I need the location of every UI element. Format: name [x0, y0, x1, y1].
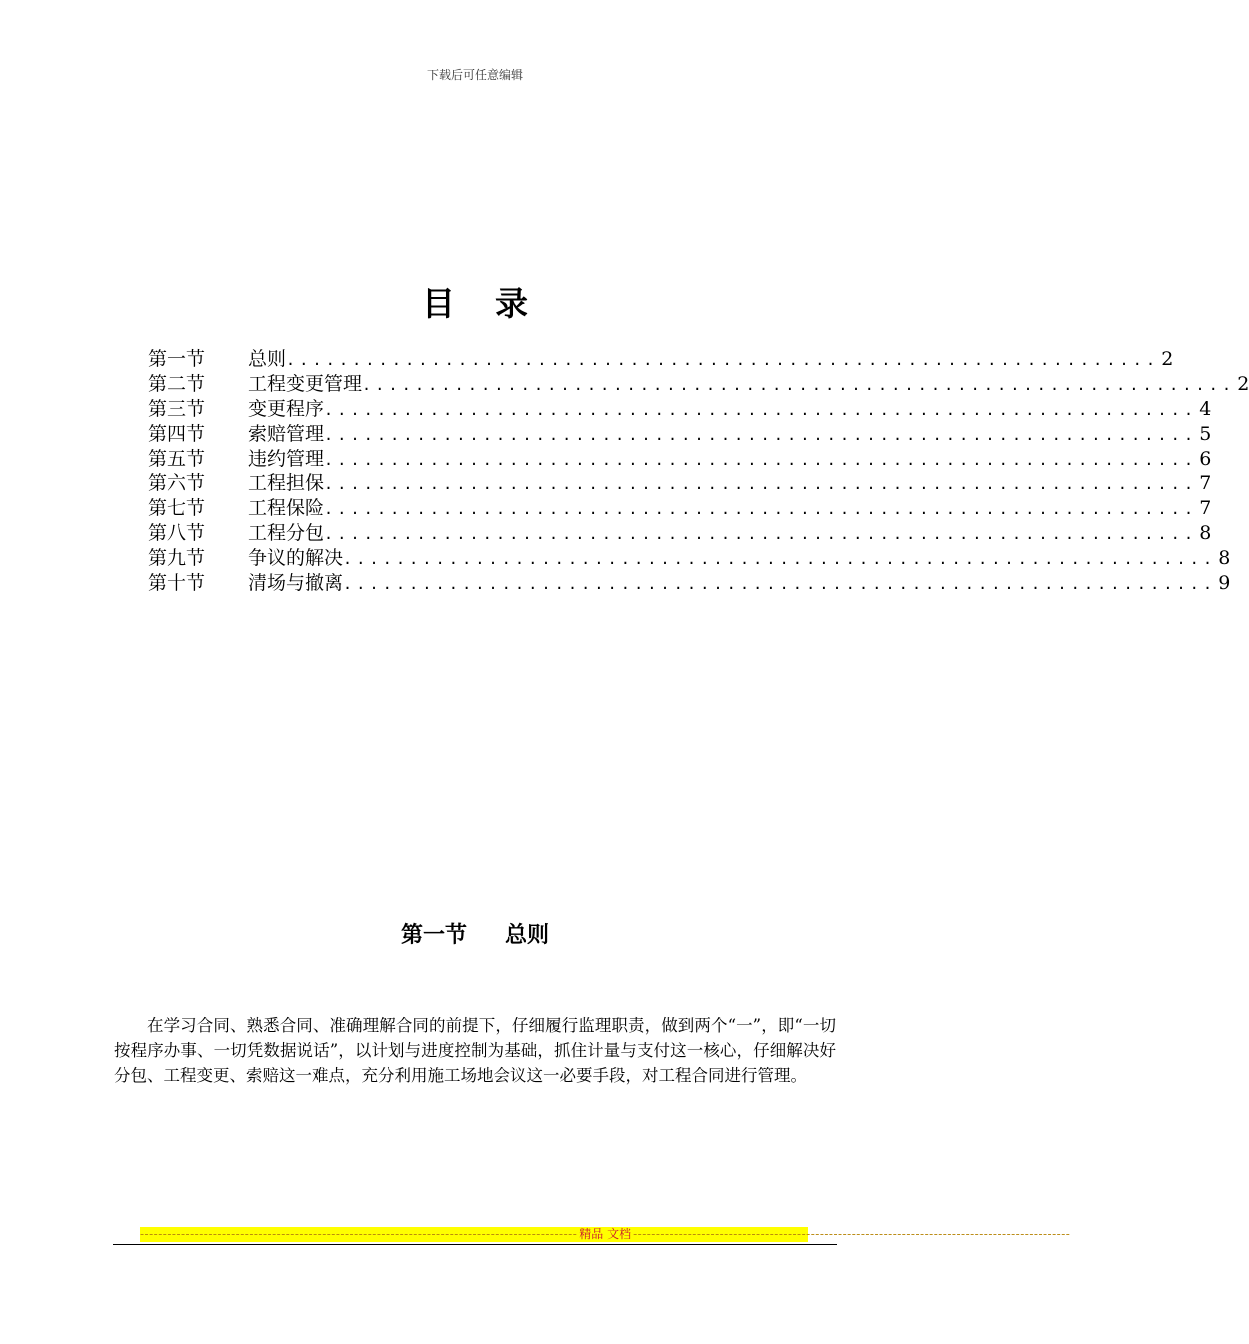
toc-entry-page: 2 — [1161, 348, 1174, 370]
toc-entry[interactable] — [148, 496, 1212, 521]
section-paragraph: 在学习合同、熟悉合同、准确理解合同的前提下，仔细履行监理职责，做到两个“一”，即“一切按程序办事、一切凭数据说话”，以计划与进度控制为基础，抓住计量与支付这一核心，仔细解决好分包、工程变更、索赔这一难点，充分利用施工场地会议这一必要手段，对工程合同进行管理。 — [114, 1015, 836, 1085]
section-name: 总则 — [505, 923, 550, 948]
toc-leader-dots: .................................................................. — [324, 475, 1198, 494]
toc-leader-dots: .................................................................. — [343, 575, 1217, 594]
toc-entry[interactable] — [148, 521, 1212, 546]
toc-entry-name: 总则 — [248, 348, 287, 370]
toc-entry-name: 索赔管理 — [248, 422, 325, 445]
toc-title — [0, 278, 950, 325]
toc-title-part1: 目 — [422, 284, 455, 323]
toc-entry-page: 7 — [1199, 472, 1212, 495]
footer-rule — [113, 1244, 837, 1245]
toc-entry-page: 5 — [1199, 422, 1212, 445]
toc-entry-section: 第九节 — [148, 547, 206, 570]
toc-entry-page: 6 — [1199, 447, 1212, 470]
toc-entry-section: 第六节 — [148, 472, 206, 495]
toc-entry[interactable] — [148, 347, 1174, 372]
toc-entry[interactable] — [148, 422, 1212, 447]
toc-leader-dots: .................................................................. — [324, 400, 1198, 419]
toc-leader-dots: .................................................................. — [324, 500, 1198, 519]
footer-dash-left: ------------------------------------------------------------------------------------------------ — [140, 1227, 578, 1241]
toc-entry-name: 工程保险 — [248, 497, 325, 520]
toc-leader-dots: .................................................................. — [286, 351, 1160, 369]
footer-band — [140, 1227, 1071, 1242]
table-of-contents — [148, 347, 1249, 596]
toc-entry-section: 第三节 — [148, 397, 206, 420]
toc-entry-page: 9 — [1218, 572, 1231, 595]
toc-entry-section: 第二节 — [148, 372, 206, 395]
toc-entry-page: 8 — [1218, 547, 1231, 570]
toc-entry-section: 第八节 — [148, 522, 206, 545]
toc-entry[interactable] — [148, 546, 1231, 571]
toc-entry-section: 第十节 — [148, 572, 206, 595]
toc-entry-name: 工程分包 — [248, 522, 325, 545]
toc-entry-section: 第一节 — [148, 348, 206, 370]
toc-leader-dots: .................................................................. — [324, 525, 1198, 544]
toc-entry-section: 第七节 — [148, 497, 206, 520]
toc-entry-section: 第五节 — [148, 447, 206, 470]
toc-entry-section: 第四节 — [148, 422, 206, 445]
toc-entry[interactable] — [148, 447, 1212, 472]
section-number: 第一节 — [400, 923, 467, 948]
toc-entry-name: 违约管理 — [248, 447, 325, 470]
toc-entry-name: 工程变更管理 — [248, 372, 363, 395]
header-note: 下载后可任意编辑 — [426, 68, 523, 82]
toc-entry[interactable] — [148, 397, 1212, 422]
footer-label: 精品 文档 — [579, 1227, 632, 1241]
toc-title-part2: 录 — [495, 284, 528, 323]
toc-entry-name: 争议的解决 — [248, 547, 344, 570]
toc-entry[interactable] — [148, 571, 1231, 596]
section-heading — [0, 918, 950, 949]
toc-leader-dots: .................................................................. — [324, 425, 1198, 444]
toc-leader-dots: .................................................................. — [362, 375, 1236, 394]
toc-entry-page: 4 — [1199, 397, 1212, 420]
toc-entry-name: 变更程序 — [248, 397, 325, 420]
toc-entry-page: 8 — [1199, 522, 1212, 545]
toc-entry[interactable] — [148, 471, 1212, 496]
footer-dash-right: ------------------------------------------------------------------------------------------------ — [633, 1227, 1071, 1241]
toc-entry[interactable] — [148, 372, 1249, 397]
toc-leader-dots: .................................................................. — [343, 550, 1217, 569]
toc-leader-dots: .................................................................. — [324, 450, 1198, 469]
toc-entry-page: 2 — [1237, 372, 1249, 395]
toc-entry-page: 7 — [1199, 497, 1212, 520]
toc-entry-name: 工程担保 — [248, 472, 325, 495]
toc-entry-name: 清场与撤离 — [248, 572, 344, 595]
